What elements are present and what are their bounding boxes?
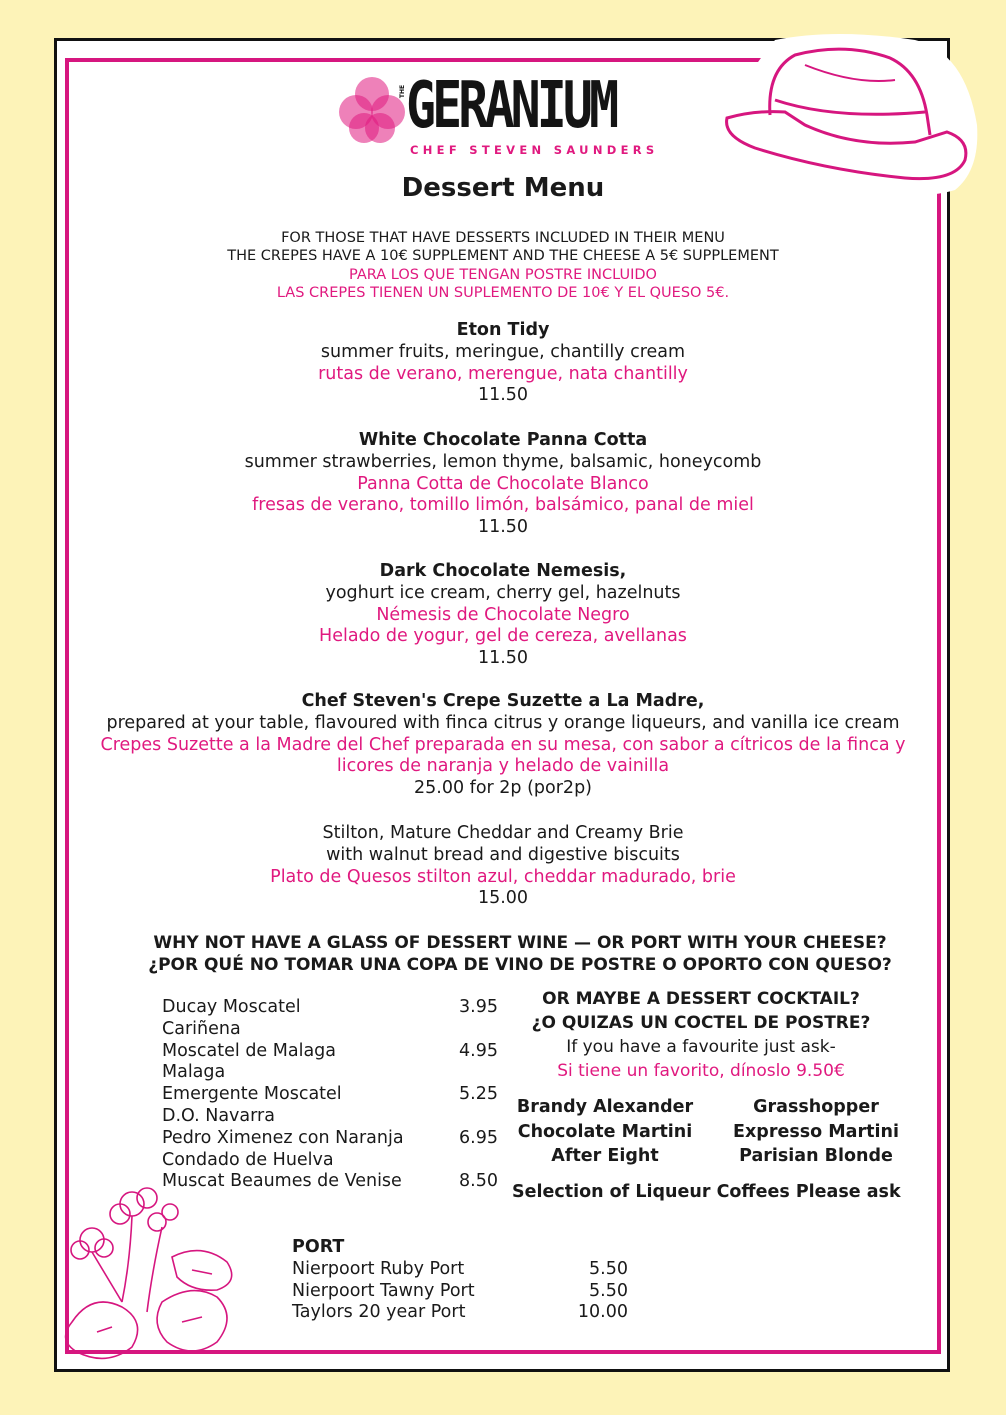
list-item: Parisian Blonde (739, 1146, 893, 1166)
list-item: After Eight (551, 1146, 659, 1166)
dish-price: 25.00 for 2p (por2p) (414, 778, 592, 799)
geranium-logo (334, 69, 674, 162)
dish-name: Chef Steven's Crepe Suzette a La Madre, (301, 691, 705, 711)
dish-desc: summer fruits, meringue, chantilly cream (320, 341, 686, 362)
note-es-line-2: LAS CREPES TIENEN UN SUPLEMENTO DE 10€ Y EL QUESO 5€. (276, 284, 730, 301)
dish-desc-es: Helado de yogur, gel de cereza, avellanas (319, 626, 687, 647)
logo-the-label: THE (399, 84, 407, 99)
list-item (162, 997, 502, 1019)
list-item: Brandy Alexander (516, 1097, 694, 1117)
dish-desc: Stilton, Mature Cheddar and Creamy Brie (322, 823, 684, 843)
wine-price: 6.95 (459, 1127, 498, 1148)
dish-name: Dark Chocolate Nemesis, (379, 561, 627, 581)
page-title: Dessert Menu (401, 173, 605, 203)
dish-desc-es: fresas de verano, tomillo limón, balsámico, panal de miel (252, 495, 754, 516)
dish-desc-es: Panna Cotta de Chocolate Blanco (357, 473, 649, 494)
liqueur-coffees-note: Selection of Liqueur Coffees Please ask (512, 1182, 901, 1202)
cocktail-question-es: ¿O QUIZAS UN COCTEL DE POSTRE? (531, 1013, 871, 1033)
dish-name: Eton Tidy (456, 320, 550, 340)
wine-price: 8.50 (459, 1171, 498, 1192)
supplement-note (0, 229, 1006, 302)
dish-price: 15.00 (477, 888, 529, 909)
wine-question-es: ¿POR QUÉ NO TOMAR UNA COPA DE VINO DE POSTRE O OPORTO CON QUESO? (148, 955, 892, 975)
geranium-flower-logo-icon (334, 72, 410, 148)
wine-region: Condado de Huelva (162, 1149, 334, 1170)
note-en-line-2: THE CREPES HAVE A 10€ SUPPLEMENT AND THE CHEESE A 5€ SUPPLEMENT (227, 248, 779, 265)
port-section (292, 1237, 632, 1324)
dish-eton-tidy (0, 320, 1006, 407)
logo-wordmark: GERANIUM (406, 69, 616, 143)
list-item (292, 1302, 632, 1324)
dish-desc-es: Crepes Suzette a la Madre del Chef preparada en su mesa, con sabor a cítricos de la finca y (100, 734, 906, 755)
port-heading: PORT (292, 1237, 345, 1257)
port-name: Nierpoort Ruby Port (292, 1258, 465, 1279)
wine-price: 4.95 (459, 1040, 498, 1061)
cocktail-ask-es: Si tiene un favorito, dínoslo 9.50€ (557, 1061, 845, 1081)
dessert-wine-list (162, 997, 502, 1193)
dish-price: 11.50 (477, 648, 529, 669)
dish-desc: summer strawberries, lemon thyme, balsamic, honeycomb (244, 451, 762, 472)
wine-name: Ducay Moscatel (162, 997, 301, 1017)
list-item (292, 1281, 632, 1303)
cocktail-list-left (515, 1095, 695, 1169)
cocktail-question-en: OR MAYBE A DESSERT COCKTAIL? (542, 989, 860, 1009)
list-item: Chocolate Martini (517, 1121, 693, 1142)
dish-price: 11.50 (477, 517, 529, 538)
dessert-wine-question (0, 932, 1006, 976)
wine-region: Malaga (162, 1062, 226, 1083)
dish-dark-chocolate-nemesis (0, 561, 1006, 670)
wine-region: D.O. Navarra (162, 1105, 275, 1126)
dish-crepe-suzette (0, 691, 1006, 800)
dish-desc: prepared at your table, flavoured with finca citrus y orange liqueurs, and vanilla ice cream (106, 712, 900, 733)
dish-desc-es: Némesis de Chocolate Negro (376, 604, 630, 625)
port-price: 5.50 (589, 1258, 628, 1279)
list-item (162, 1041, 502, 1063)
list-item (162, 1171, 502, 1193)
dish-desc-es: Plato de Quesos stilton azul, cheddar madurado, brie (270, 866, 736, 887)
port-name: Taylors 20 year Port (292, 1302, 466, 1323)
list-item (162, 1128, 502, 1150)
wine-name: Emergente Moscatel (162, 1084, 342, 1105)
wine-question-en: WHY NOT HAVE A GLASS OF DESSERT WINE — OR PORT WITH YOUR CHEESE? (153, 933, 887, 953)
dish-name: White Chocolate Panna Cotta (358, 430, 648, 450)
wine-price: 3.95 (459, 997, 498, 1017)
port-price: 10.00 (577, 1302, 628, 1323)
cocktail-ask-en: If you have a favourite just ask- (566, 1037, 836, 1057)
note-es-line-1: PARA LOS QUE TENGAN POSTRE INCLUIDO (349, 266, 657, 283)
dish-desc-es: licores de naranja y helado de vainilla (336, 756, 670, 777)
dish-desc: yoghurt ice cream, cherry gel, hazelnuts (325, 582, 681, 603)
geranium-flower-illustration (52, 1182, 252, 1372)
port-name: Nierpoort Tawny Port (292, 1280, 475, 1301)
logo-chef-name: CHEF STEVEN SAUNDERS (410, 143, 659, 157)
dish-cheese-plate (0, 823, 1006, 910)
list-item (292, 1259, 632, 1281)
port-price: 5.50 (589, 1280, 628, 1301)
dish-desc: with walnut bread and digestive biscuits (326, 844, 680, 865)
list-item: Grasshopper (753, 1097, 879, 1117)
list-item: Expresso Martini (733, 1121, 899, 1142)
wine-price: 5.25 (459, 1084, 498, 1105)
list-item (162, 1084, 502, 1106)
note-en-line-1: FOR THOSE THAT HAVE DESSERTS INCLUDED IN THEIR MENU (281, 230, 725, 246)
wine-region: Cariñena (162, 1018, 241, 1039)
cocktail-list-right (721, 1095, 911, 1169)
dish-white-chocolate-panna-cotta (0, 430, 1006, 539)
wine-name: Pedro Ximenez con Naranja (162, 1127, 404, 1148)
wine-name: Moscatel de Malaga (162, 1040, 337, 1061)
dish-desc-es: rutas de verano, merengue, nata chantilly (318, 363, 688, 384)
dish-price: 11.50 (477, 385, 529, 406)
wine-name: Muscat Beaumes de Venise (162, 1171, 402, 1192)
cocktail-section (506, 987, 896, 1083)
